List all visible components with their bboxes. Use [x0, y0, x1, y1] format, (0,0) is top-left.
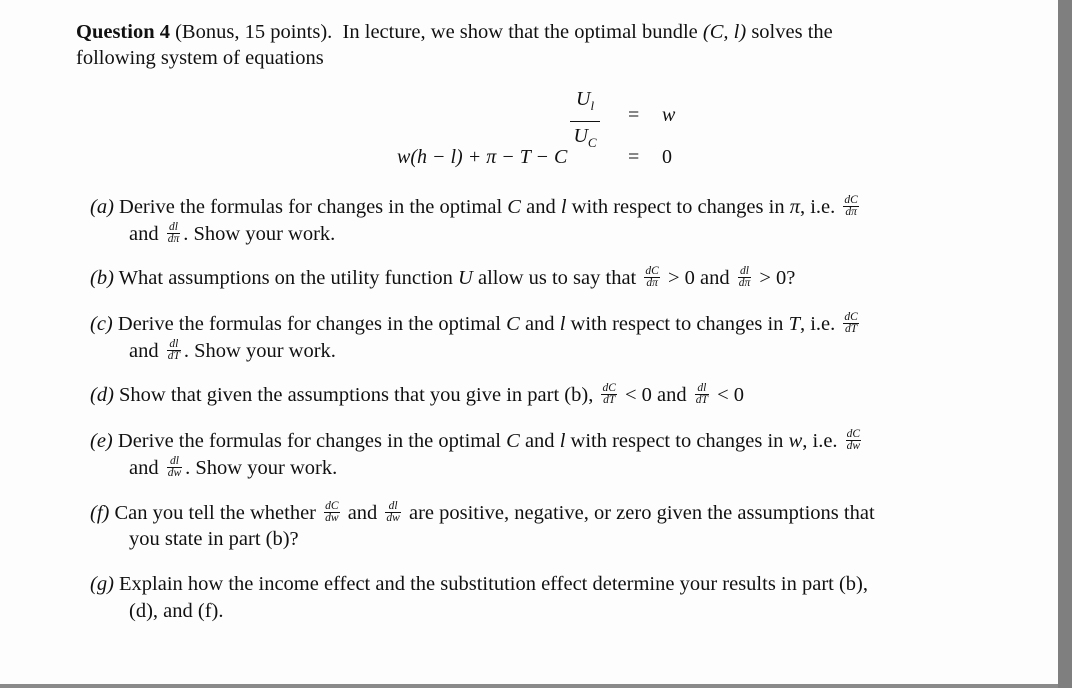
part-c-C: C [506, 313, 520, 335]
intro-text-2: solves the [751, 21, 833, 43]
part-a-label: (a) [90, 196, 114, 218]
eq2-equals: = [628, 146, 640, 168]
part-a-ie: , i.e. [799, 196, 836, 218]
part-f-line1 [90, 501, 875, 526]
scan-edge-bottom [0, 684, 1058, 688]
part-f-and: and [347, 502, 378, 524]
part-b-frac-dC: $\frac{dC}{d\pi}$ [645, 264, 659, 289]
part-e-var: w [788, 430, 803, 452]
part-b-text2: allow us to say that [477, 267, 637, 289]
part-c-text2: with respect to changes in [570, 313, 784, 335]
part-d-label: (d) [90, 384, 114, 406]
part-c-line2-and: and [129, 340, 159, 362]
part-c-label: (c) [90, 313, 113, 335]
part-b-cmp1: > 0 and [667, 267, 730, 289]
part-d-text1: Show that given the assumptions that you give in part (b), [119, 384, 594, 406]
part-f-line2: you state in part (b)? [129, 528, 299, 550]
part-e-C: C [506, 430, 520, 452]
part-g-text1: Explain how the income effect and the substitution effect determine your results in part (b), [119, 573, 869, 595]
part-a-line2-and: and [129, 223, 159, 245]
part-e-line2 [129, 456, 337, 481]
part-c-line2-rest: . Show your work. [183, 340, 336, 362]
eq1-numerator: $U_l$ [570, 86, 600, 122]
equation-1-fraction [570, 86, 600, 157]
part-c-and: and [524, 313, 555, 335]
part-c-l: l [559, 313, 566, 335]
part-b-label: (b) [90, 267, 114, 289]
part-c-var: T [788, 313, 800, 335]
part-e-frac-dl: $\frac{dl}{dw}$ [167, 454, 182, 479]
part-c-line2 [129, 339, 336, 364]
part-a-l: l [560, 196, 567, 218]
part-e-frac-dC: $\frac{dC}{dw}$ [846, 427, 861, 452]
question-meta: (Bonus, 15 points). [175, 21, 333, 43]
part-e-ie: , i.e. [802, 430, 838, 452]
part-b-text1: What assumptions on the utility function [118, 267, 453, 289]
scan-edge-right [1058, 0, 1072, 688]
part-e-l: l [559, 430, 566, 452]
question-intro-line1 [76, 20, 833, 44]
part-c-line1 [90, 312, 862, 337]
eq1-rhs: w [662, 104, 676, 126]
eq1-equals: = [628, 104, 640, 126]
part-a-line2 [129, 222, 335, 247]
part-a-line1 [90, 195, 862, 220]
part-e-and: and [524, 430, 555, 452]
part-d-frac-dl: $\frac{dl}{dT}$ [695, 381, 708, 406]
part-f-frac-dC: $\frac{dC}{dw}$ [325, 499, 339, 524]
part-g-line1 [90, 572, 868, 596]
part-b-cmp2: > 0? [759, 267, 796, 289]
part-f-text2: are positive, negative, or zero given the assumptions that [408, 502, 875, 524]
part-a-text1: Derive the formulas for changes in the optimal [119, 196, 503, 218]
question-heading: Question 4 [76, 21, 170, 43]
part-a-and: and [526, 196, 556, 218]
part-f-label: (f) [90, 502, 110, 524]
bundle-notation: (C, l) [702, 21, 747, 43]
part-a-line2-rest: . Show your work. [183, 223, 336, 245]
question-intro-line2: following system of equations [76, 47, 324, 69]
part-b-frac-dl: $\frac{dl}{d\pi}$ [738, 264, 751, 289]
eq2-lhs: w(h − l) + π − T − C [397, 146, 568, 168]
part-g-line2: (d), and (f). [129, 600, 224, 622]
part-e-text2: with respect to changes in [570, 430, 784, 452]
part-a-frac-dC: $\frac{dC}{d\pi}$ [844, 193, 858, 218]
part-c-frac-dl: $\frac{dl}{dT}$ [167, 337, 180, 362]
part-a-text2: with respect to changes in [571, 196, 785, 218]
part-a-C: C [507, 196, 521, 218]
part-g-label: (g) [90, 573, 114, 595]
part-d-cmp2: < 0 [717, 384, 745, 406]
intro-text-1: In lecture, we show that the optimal bundle [342, 21, 698, 43]
part-b-line [90, 266, 795, 291]
part-e-text1: Derive the formulas for changes in the optimal [117, 430, 502, 452]
part-d-line [90, 383, 744, 408]
part-c-frac-dC: $\frac{dC}{dT}$ [844, 310, 858, 335]
eq1-denominator: $U_C$ [573, 125, 597, 150]
part-a-frac-dl: $\frac{dl}{d\pi}$ [167, 220, 180, 245]
part-e-label: (e) [90, 430, 113, 452]
part-c-text1: Derive the formulas for changes in the optimal [117, 313, 502, 335]
part-a-var: π [789, 196, 800, 218]
part-e-line1 [90, 429, 864, 454]
part-e-line2-rest: . Show your work. [185, 457, 338, 479]
part-d-frac-dC: $\frac{dC}{dT}$ [602, 381, 616, 406]
eq2-rhs: 0 [662, 146, 672, 168]
part-b-U: U [458, 267, 473, 289]
part-f-frac-dl: $\frac{dl}{dw}$ [386, 499, 400, 524]
part-d-cmp1: < 0 and [625, 384, 687, 406]
part-c-ie: , i.e. [799, 313, 836, 335]
part-f-text1: Can you tell the whether [114, 502, 317, 524]
part-e-line2-and: and [129, 457, 159, 479]
